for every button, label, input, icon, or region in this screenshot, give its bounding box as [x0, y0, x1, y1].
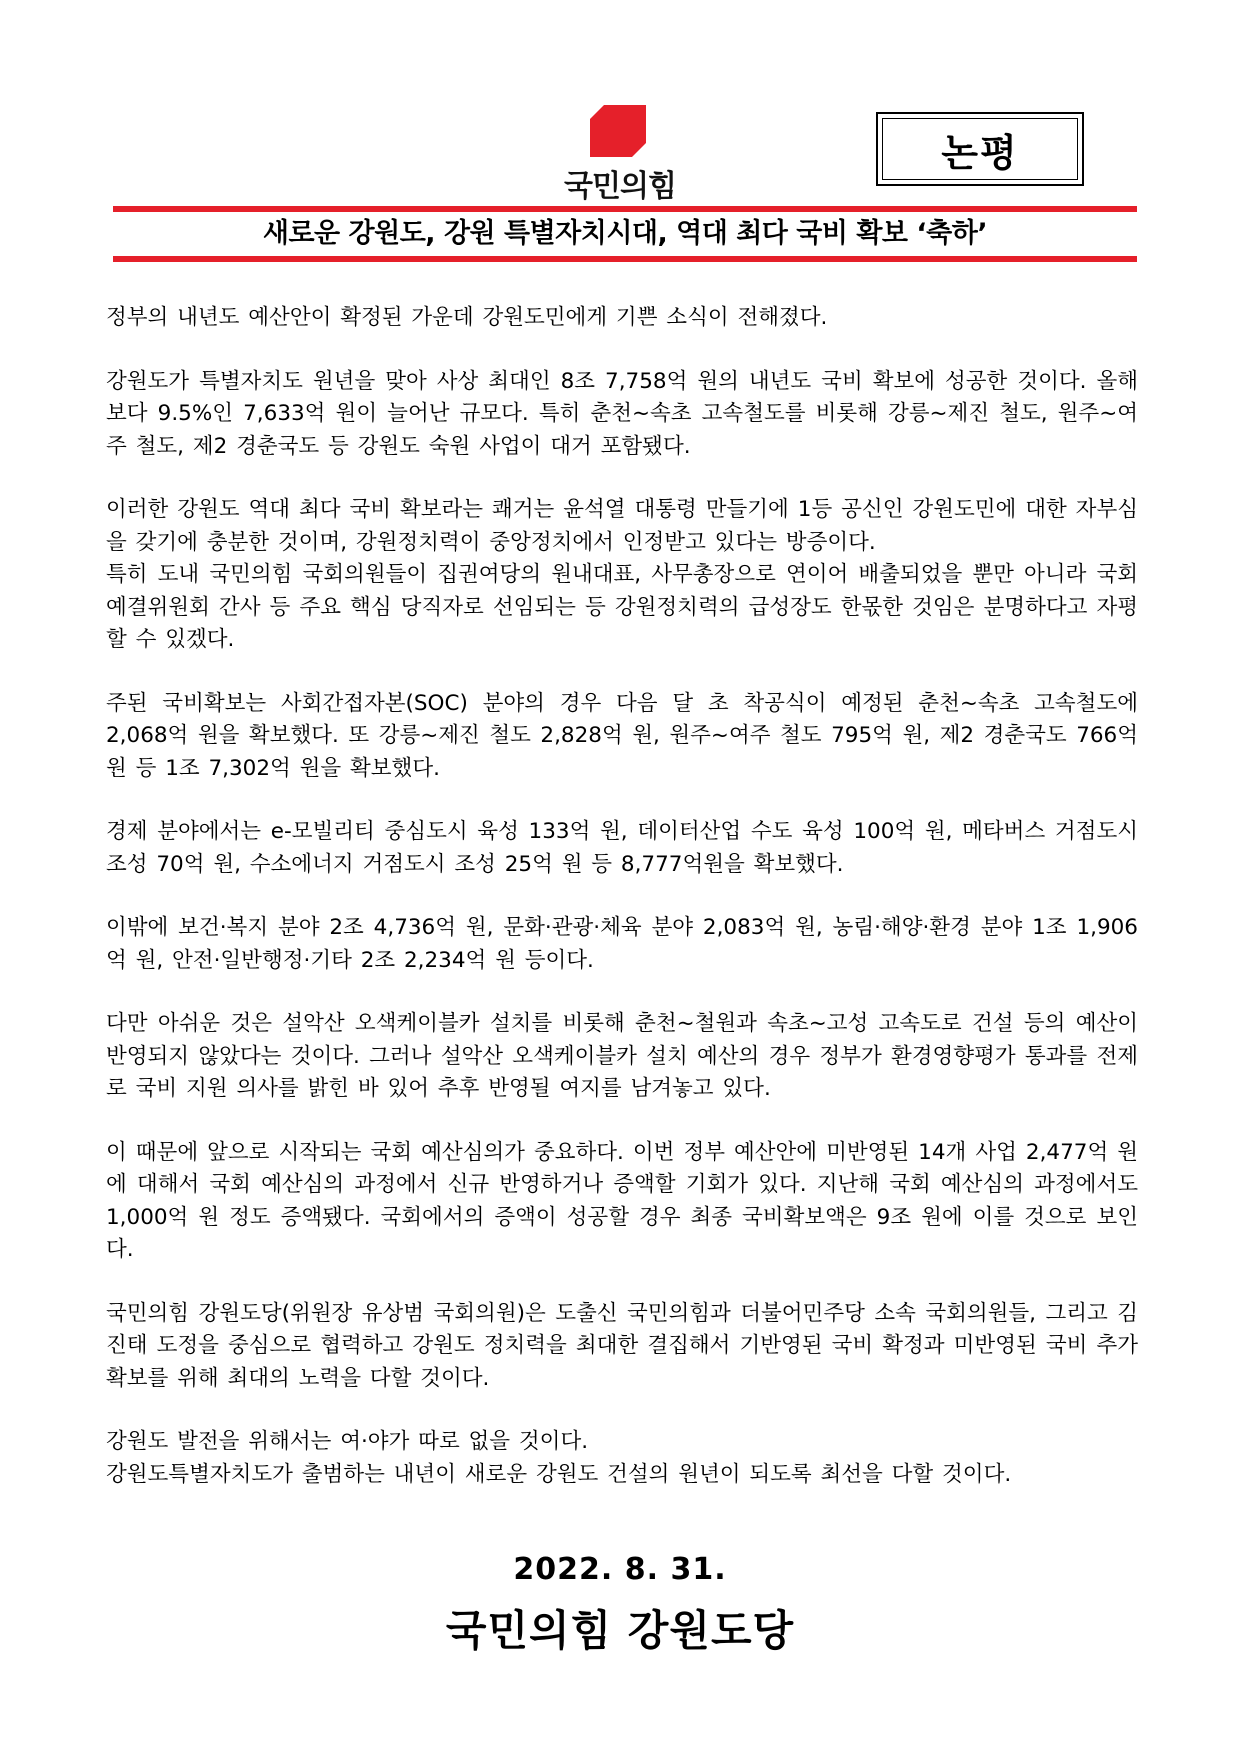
paragraph-line: 강원도 발전을 위해서는 여·야가 따로 없을 것이다.	[106, 1429, 589, 1454]
paragraph-line: 이밖에 보건·복지 분야 2조 4,736억 원, 문화·관광·체육 분야 2,083억 원, 농림·해양·환경 분야 1조 1,906억 원, 안전·일반행정·기타 2조 2,234억 원 등이다.	[106, 915, 1138, 973]
paragraph-5	[106, 816, 1138, 881]
paragraph-10	[106, 1426, 1138, 1491]
paragraph-line: 이 때문에 앞으로 시작되는 국회 예산심의가 중요하다. 이번 정부 예산안에 미반영된 14개 사업 2,477억 원에 대해서 국회 예산심의 과정에서 신규 반영하거나 증액할 기회가 있다. 지난해 국회 예산심의 과정에서도 1,000억 원 정도 증액됐다. 국회에서의 증액이 성공할 경우 최종 국비확보액은 9조 원에 이를 것으로 보인다.	[106, 1139, 1138, 1262]
headline-top-rule	[113, 206, 1137, 212]
party-logo-text: 국민의힘	[564, 169, 676, 204]
paragraph-line: 특히 도내 국민의힘 국회의원들이 집권여당의 원내대표, 사무총장으로 연이어 배출되었을 뿐만 아니라 국회예결위원회 간사 등 주요 핵심 당직자로 선임되는 등 강원정치력의 급성장도 한몫한 것임은 분명하다고 자평할 수 있겠다.	[106, 562, 1138, 652]
paragraph-line: 강원도가 특별자치도 원년을 맞아 사상 최대인 8조 7,758억 원의 내년도 국비 확보에 성공한 것이다. 올해보다 9.5%인 7,633억 원이 늘어난 규모다. 특히 춘천~속초 고속철도를 비롯해 강릉~제진 철도, 원주~여주 철도, 제2 경춘국도 등 강원도 숙원 사업이 대거 포함됐다.	[106, 368, 1138, 459]
paragraph-line: 다만 아쉬운 것은 설악산 오색케이블카 설치를 비롯해 춘천~철원과 속초~고성 고속도로 건설 등의 예산이 반영되지 않았다는 것이다. 그러나 설악산 오색케이블카 설치 예산의 경우 정부가 환경영향평가 통과를 전제로 국비 지원 의사를 밝힌 바 있어 추후 반영될 여지를 남겨놓고 있다.	[106, 1011, 1138, 1101]
doc-type-box	[876, 112, 1084, 186]
paragraph-line: 경제 분야에서는 e-모빌리티 중심도시 육성 133억 원, 데이터산업 수도 육성 100억 원, 메타버스 거점도시 조성 70억 원, 수소에너지 거점도시 조성 25억 원 등 8,777억원을 확보했다.	[106, 819, 1138, 877]
paragraph-9	[106, 1298, 1138, 1396]
paragraph-3	[106, 494, 1138, 657]
paragraph-1	[106, 302, 1138, 335]
paragraph-7	[106, 1008, 1138, 1106]
paragraph-6	[106, 912, 1138, 977]
paragraph-line: 국민의힘 강원도당(위원장 유상범 국회의원)은 도출신 국민의힘과 더불어민주당 소속 국회의원들, 그리고 김진태 도정을 중심으로 협력하고 강원도 정치력을 최대한 결집해서 기반영된 국비 확정과 미반영된 국비 추가 확보를 위해 최대의 노력을 다할 것이다.	[106, 1300, 1138, 1391]
statement-date: 2022. 8. 31.	[513, 1552, 727, 1587]
doc-type-label: 논평	[882, 118, 1078, 180]
paragraph-line: 강원도특별자치도가 출범하는 내년이 새로운 강원도 건설의 원년이 되도록 최선을 다할 것이다.	[106, 1461, 1012, 1487]
paragraph-2	[106, 366, 1138, 464]
headline: 새로운 강원도, 강원 특별자치시대, 역대 최다 국비 확보 ‘축하’	[262, 218, 988, 249]
paragraph-line: 주된 국비확보는 사회간접자본(SOC) 분야의 경우 다음 달 초 착공식이 예정된 춘천~속초 고속철도에 2,068억 원을 확보했다. 또 강릉~제진 철도 2,828억 원, 원주~여주 철도 795억 원, 제2 경춘국도 766억 원 등 1조 7,302억 원을 확보했다.	[106, 690, 1138, 781]
article-body	[106, 302, 1138, 1491]
headline-bottom-rule	[113, 256, 1137, 262]
paragraph-8	[106, 1137, 1138, 1267]
paragraph-line: 이러한 강원도 역대 최다 국비 확보라는 쾌거는 윤석열 대통령 만들기에 1등 공신인 강원도민에 대한 자부심을 갖기에 충분한 것이며, 강원정치력이 중앙정치에서 인정받고 있다는 방증이다.	[106, 497, 1138, 555]
issuer-signature: 국민의힘 강원도당	[445, 1606, 795, 1655]
paragraph-line: 정부의 내년도 예산안이 확정된 가운데 강원도민에게 기쁜 소식이 전해졌다.	[106, 305, 828, 330]
party-logo-icon	[590, 105, 646, 157]
paragraph-4	[106, 688, 1138, 786]
